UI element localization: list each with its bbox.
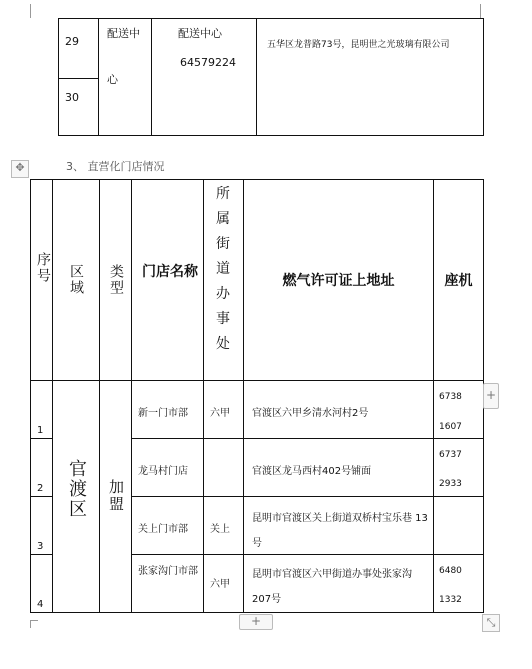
seq-cell [31, 497, 53, 555]
type-value: 加盟 [107, 479, 125, 513]
section-heading: 3、 直营化门店情况 [66, 160, 165, 173]
header-area-text: 区域 [68, 264, 84, 296]
store-cell [132, 497, 204, 555]
page-corner-mark [30, 4, 31, 18]
address-value: 昆明市官渡区六甲街道办事处张家沟207号 [252, 569, 412, 605]
store-name: 龙马村门店 [138, 466, 188, 477]
page-corner-mark [30, 620, 31, 628]
dept-text-1: 配送中 [107, 27, 140, 40]
page-corner-mark [30, 620, 38, 621]
street-value: 六甲 [210, 579, 230, 590]
table-move-handle[interactable]: ✥ [11, 160, 29, 178]
row-number-cell [59, 79, 99, 136]
table-resize-handle[interactable]: ⤡ [482, 614, 500, 632]
phone-cell [434, 439, 484, 497]
table-row [31, 381, 484, 439]
store-cell [132, 381, 204, 439]
row-number-cell [59, 19, 99, 79]
seq-cell [31, 439, 53, 497]
street-cell [204, 555, 244, 613]
seq-cell [31, 381, 53, 439]
phone-line1: 6480 [439, 566, 462, 576]
top-table [58, 18, 484, 136]
phone-line2: 1332 [439, 595, 462, 605]
add-column-button[interactable]: + [483, 383, 499, 409]
header-street [204, 180, 244, 381]
address-cell [244, 381, 434, 439]
seq-value: 4 [37, 599, 44, 610]
area-cell [53, 381, 100, 613]
phone-cell [434, 381, 484, 439]
header-area [53, 180, 100, 381]
header-type [100, 180, 132, 381]
address-value: 官渡区龙马西村402号铺面 [252, 466, 372, 477]
row-number: 29 [65, 35, 79, 48]
store-name: 张家沟门市部 [138, 566, 198, 577]
phone-cell [434, 555, 484, 613]
seq-value: 1 [37, 425, 44, 436]
stores-table [30, 179, 484, 613]
add-row-button[interactable]: + [239, 614, 273, 630]
store-cell [132, 555, 204, 613]
area-value: 官渡区 [66, 459, 87, 519]
seq-value: 3 [37, 541, 44, 552]
address-cell [257, 19, 484, 136]
seq-cell [31, 555, 53, 613]
dept-text-2: 心 [107, 73, 118, 86]
phone-line1: 6738 [439, 392, 462, 402]
header-type-text: 类型 [108, 264, 124, 296]
page-corner-mark [480, 4, 481, 18]
street-value: 六甲 [210, 408, 230, 419]
address-text: 五华区龙普路73号，昆明世之光玻璃有限公司 [267, 40, 450, 50]
phone-line2: 1607 [439, 422, 462, 432]
phone-cell [434, 497, 484, 555]
store-name: 关上门市部 [138, 524, 188, 535]
header-store [132, 180, 204, 381]
contact-name: 配送中心 [178, 27, 222, 40]
address-cell [244, 497, 434, 555]
header-phone [434, 180, 484, 381]
header-seq [31, 180, 53, 381]
row-number: 30 [65, 91, 79, 104]
address-cell [244, 555, 434, 613]
header-address [244, 180, 434, 381]
phone-line1: 6737 [439, 450, 462, 460]
address-value: 官渡区六甲乡清水河村2号 [252, 408, 369, 419]
store-name: 新一门市部 [138, 408, 188, 419]
header-store-text: 门店名称 [142, 264, 198, 280]
street-cell [204, 497, 244, 555]
header-street-text: 所属街道办事处 [216, 186, 230, 352]
address-value: 昆明市官渡区关上街道双桥村宝乐巷 13 号 [252, 513, 428, 549]
store-cell [132, 439, 204, 497]
contact-phone: 64579224 [180, 56, 236, 69]
address-cell [244, 439, 434, 497]
contact-cell [152, 19, 257, 136]
header-address-text: 燃气许可证上地址 [282, 273, 395, 289]
street-cell [204, 439, 244, 497]
dept-cell [99, 19, 152, 136]
street-cell [204, 381, 244, 439]
header-phone-text: 座机 [444, 273, 473, 289]
header-row [31, 180, 484, 381]
phone-line2: 2933 [439, 479, 462, 489]
seq-value: 2 [37, 483, 44, 494]
type-cell [100, 381, 132, 613]
header-seq-text: 序号 [35, 252, 51, 284]
street-value: 关上 [210, 524, 230, 535]
